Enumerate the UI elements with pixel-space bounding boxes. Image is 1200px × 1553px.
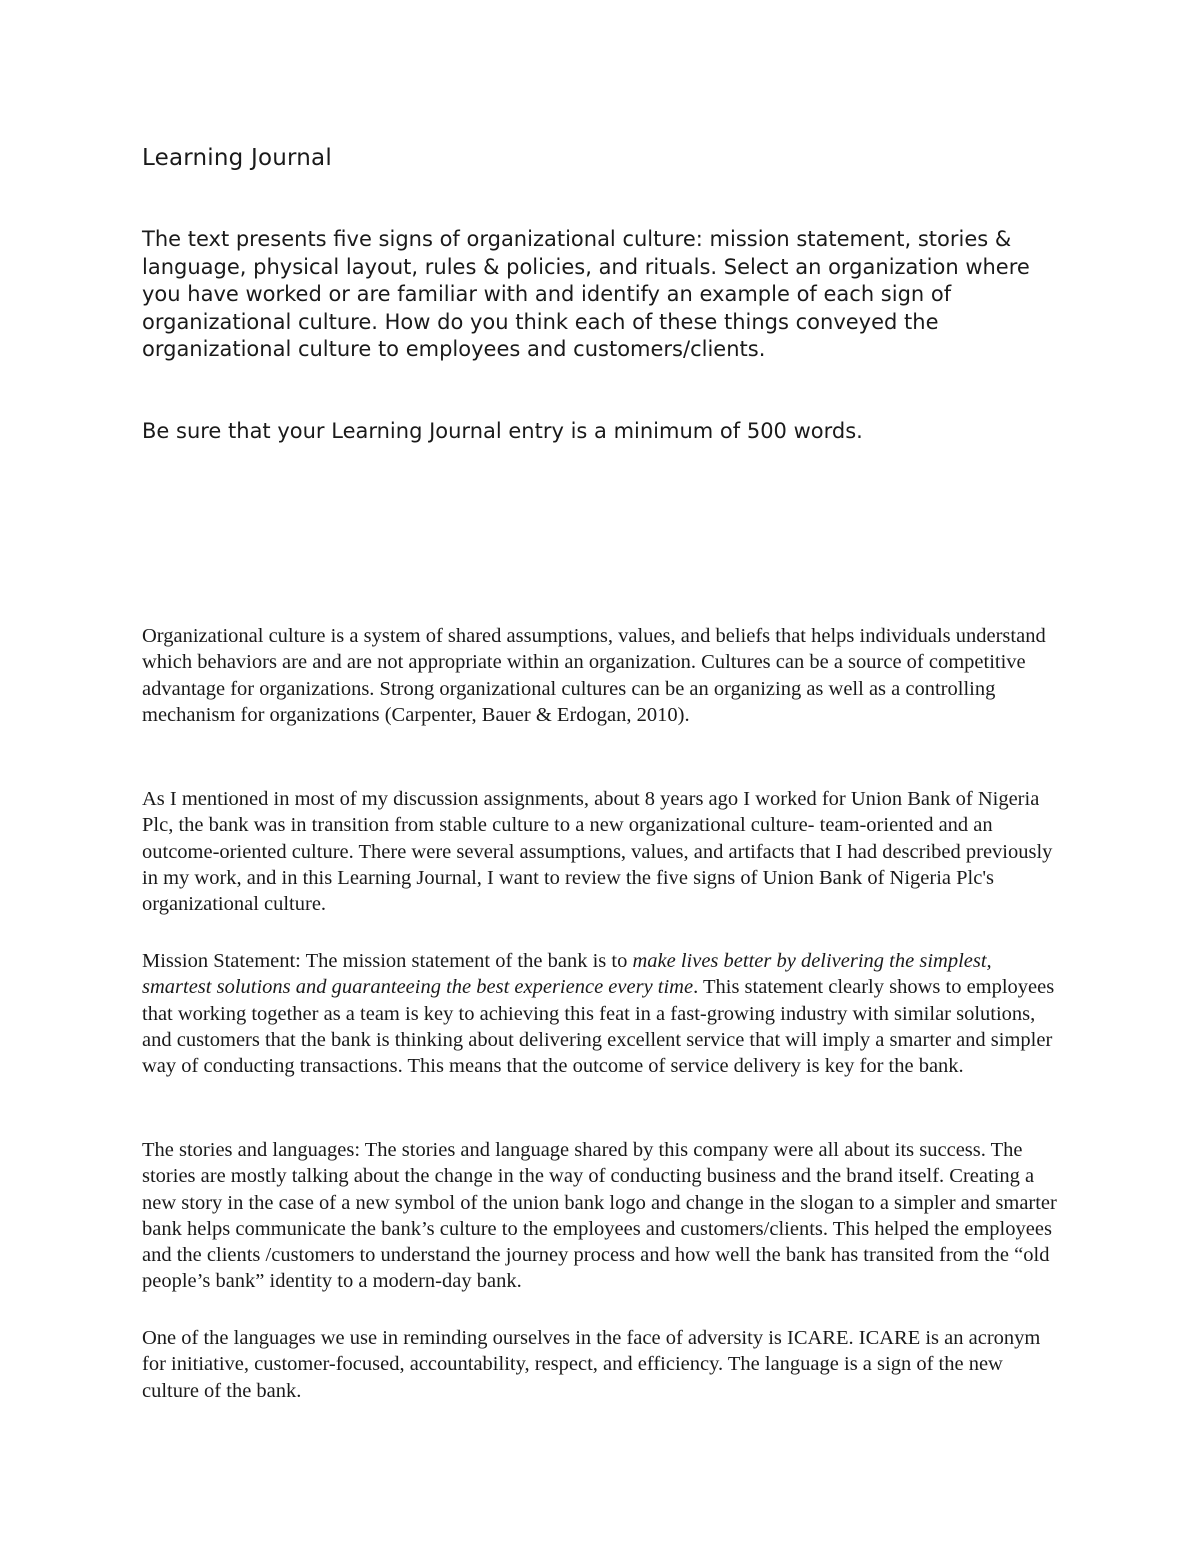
paragraph-background: As I mentioned in most of my discussion assignments, about 8 years ago I worked for Union Bank of Nigeria Plc, the bank was in transition from stable culture to a new organizational culture- team-oriented and an outcome-oriented culture. There were several assumptions, values, and artifacts that I had described previously in my work, and in this Learning Journal, I want to review the five signs of Union Bank of Nigeria Plc's organizational culture. [142, 788, 1053, 916]
paragraph-mission-statement [142, 948, 1062, 1079]
mission-rest-text: . This statement clearly shows to employees that working together as a team is key to achieving this feat in a fast-growing industry with similar solutions, and customers that the bank is thinking about delivering excellent service that will imply a smarter and simpler way of conducting transactions. This means that the outcome of service delivery is key for the bank. [142, 976, 1055, 1078]
mission-lead-text: Mission Statement: The mission statement of the bank is to [142, 950, 633, 972]
document-title: Learning Journal [142, 145, 332, 171]
paragraph-stories-languages: The stories and languages: The stories and language shared by this company were all about its success. The stories are mostly talking about the change in the way of conducting business and the brand itself. Creating a new story in the case of a new symbol of the union bank logo and change in the slogan to a simpler and smarter bank helps communicate the bank’s culture to the employees and customers/clients. This helped the employees and the clients /customers to understand the journey process and how well the bank has transited from the “old people’s bank” identity to a modern-day bank. [142, 1139, 1057, 1293]
paragraph-intro: Organizational culture is a system of shared assumptions, values, and beliefs that helps individuals understand which behaviors are and are not appropriate within an organization. Cultures can be a source of competitive advantage for organizations. Strong organizational cultures can be an organizing as well as a controlling mechanism for organizations (Carpenter, Bauer & Erdogan, 2010). [142, 625, 1046, 726]
assignment-prompt: The text presents five signs of organizational culture: mission statement, stories & language, physical layout, rules & policies, and rituals. Select an organization where you have worked or are familiar with and identify an example of each sign of organizational culture. How do you think each of these things conveyed the organizational culture to employees and customers/clients. [142, 227, 1030, 361]
word-count-requirement: Be sure that your Learning Journal entry is a minimum of 500 words. [142, 419, 863, 443]
paragraph-icare-language: One of the languages we use in reminding ourselves in the face of adversity is ICARE. ICARE is an acronym for initiative, customer-focused, accountability, respect, and efficiency. The language is a sign of the new culture of the bank. [142, 1327, 1041, 1402]
mission-quote: make lives better by delivering the simplest, smartest solutions and guaranteeing the best experience every time [142, 950, 992, 999]
